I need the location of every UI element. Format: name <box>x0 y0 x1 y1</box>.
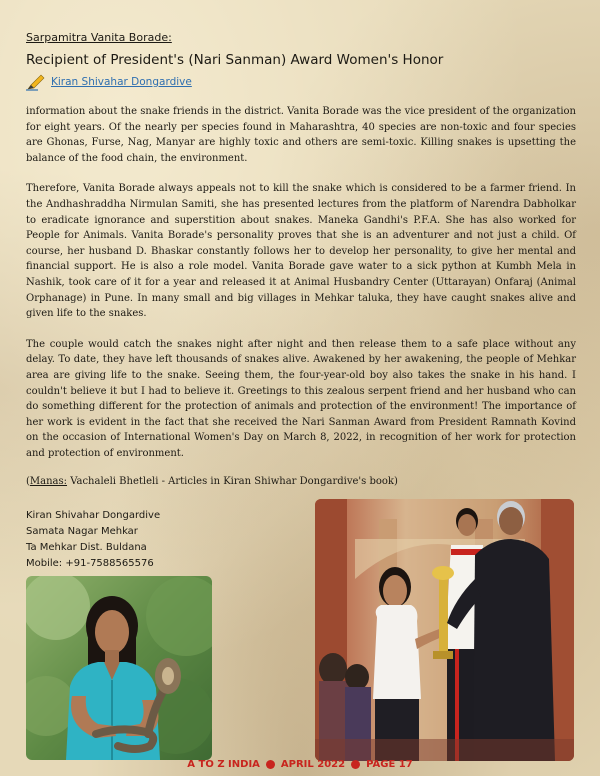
paragraph-3: The couple would catch the snakes night after night and then release them to a safe place without any delay. To date, they have left thousands of snakes alive. Awakened by her awakening, the people of Mehkar area are giving life to the snake. Seeing them, the four-year-old boy also takes the snake in his hand. I couldn't believe it but I had to believe it. Greetings to this zealous serpent friend and her husband who can do something different for the protection of animals and protection of the environment! The importance of her work is evident in the fact that she received the Nari Sanman Award from President Ramnath Kovind on the occasion of International Women's Day on March 8, 2022, in recognition of her work for protection and protection of environment. <box>26 338 576 459</box>
credit-source: Manas: <box>29 476 68 487</box>
author-address <box>26 508 160 572</box>
paragraph-1: information about the snake friends in the district. Vanita Borade was the vice president of the organization for eight years. Of the nearly per species found in Maharashtra, 40 species are non-toxic and four species are Ghonas, Furse, Nag, Manyar are highly toxic and others are semi-toxic. Killing snakes is upsetting the balance of the food chain, the environment. <box>26 106 576 164</box>
page-footer <box>0 759 600 770</box>
author-link[interactable]: Kiran Shivahar Dongardive <box>51 76 192 88</box>
address-line1: Samata Nagar Mehkar <box>26 526 138 537</box>
author-row <box>26 73 192 91</box>
paragraph-2: Therefore, Vanita Borade always appeals not to kill the snake which is considered to be a farmer friend. In the Andhashraddha Nirmulan Samiti, she has presented lectures from the platform of Narendra Dabholkar to eradicate ignorance and superstition about snakes. Maneka Gandhi's P.F.A. She has also worked for People for Animals. Vanita Borade's personality proves that she is an adventurer and not just a child. Of course, her husband D. Bhaskar constantly follows her to develop her personality, to give her mental and financial support. He is also a role model. Vanita Borade gave water to a sick python at Kumbh Mela in Nashik, took care of it for a year and released it at Animal Husbandry Center (Uttarayan) Onfaraj (Animal Orphanage) in Pune. In many small and big villages in Mehkar taluka, they have caught snakes alive and given life to the snakes. <box>26 183 576 320</box>
address-line2: Ta Mehkar Dist. Buldana <box>26 542 147 553</box>
article-body <box>26 104 576 461</box>
credit-rest: Vachaleli Bhetleli - Articles in Kiran Shiwhar Dongardive's book) <box>67 476 398 487</box>
footer-issue: APRIL 2022 <box>280 759 346 770</box>
photo-award-ceremony <box>315 499 574 761</box>
address-mobile: Mobile: +91-7588565576 <box>26 558 154 569</box>
article-headline: Recipient of President's (Nari Sanman) Award Women's Honor <box>26 52 444 68</box>
pen-icon <box>26 73 46 91</box>
credit-open: ( <box>26 476 30 487</box>
footer-dot-icon <box>266 760 275 769</box>
photo-woman-with-snake <box>26 576 212 760</box>
byline: Sarpamitra Vanita Borade: <box>26 31 172 44</box>
footer-dot-icon <box>351 760 360 769</box>
footer-magazine: A TO Z INDIA <box>187 759 260 770</box>
footer-page: PAGE 17 <box>366 759 413 770</box>
address-name: Kiran Shivahar Dongardive <box>26 510 161 521</box>
source-credit <box>26 476 398 487</box>
